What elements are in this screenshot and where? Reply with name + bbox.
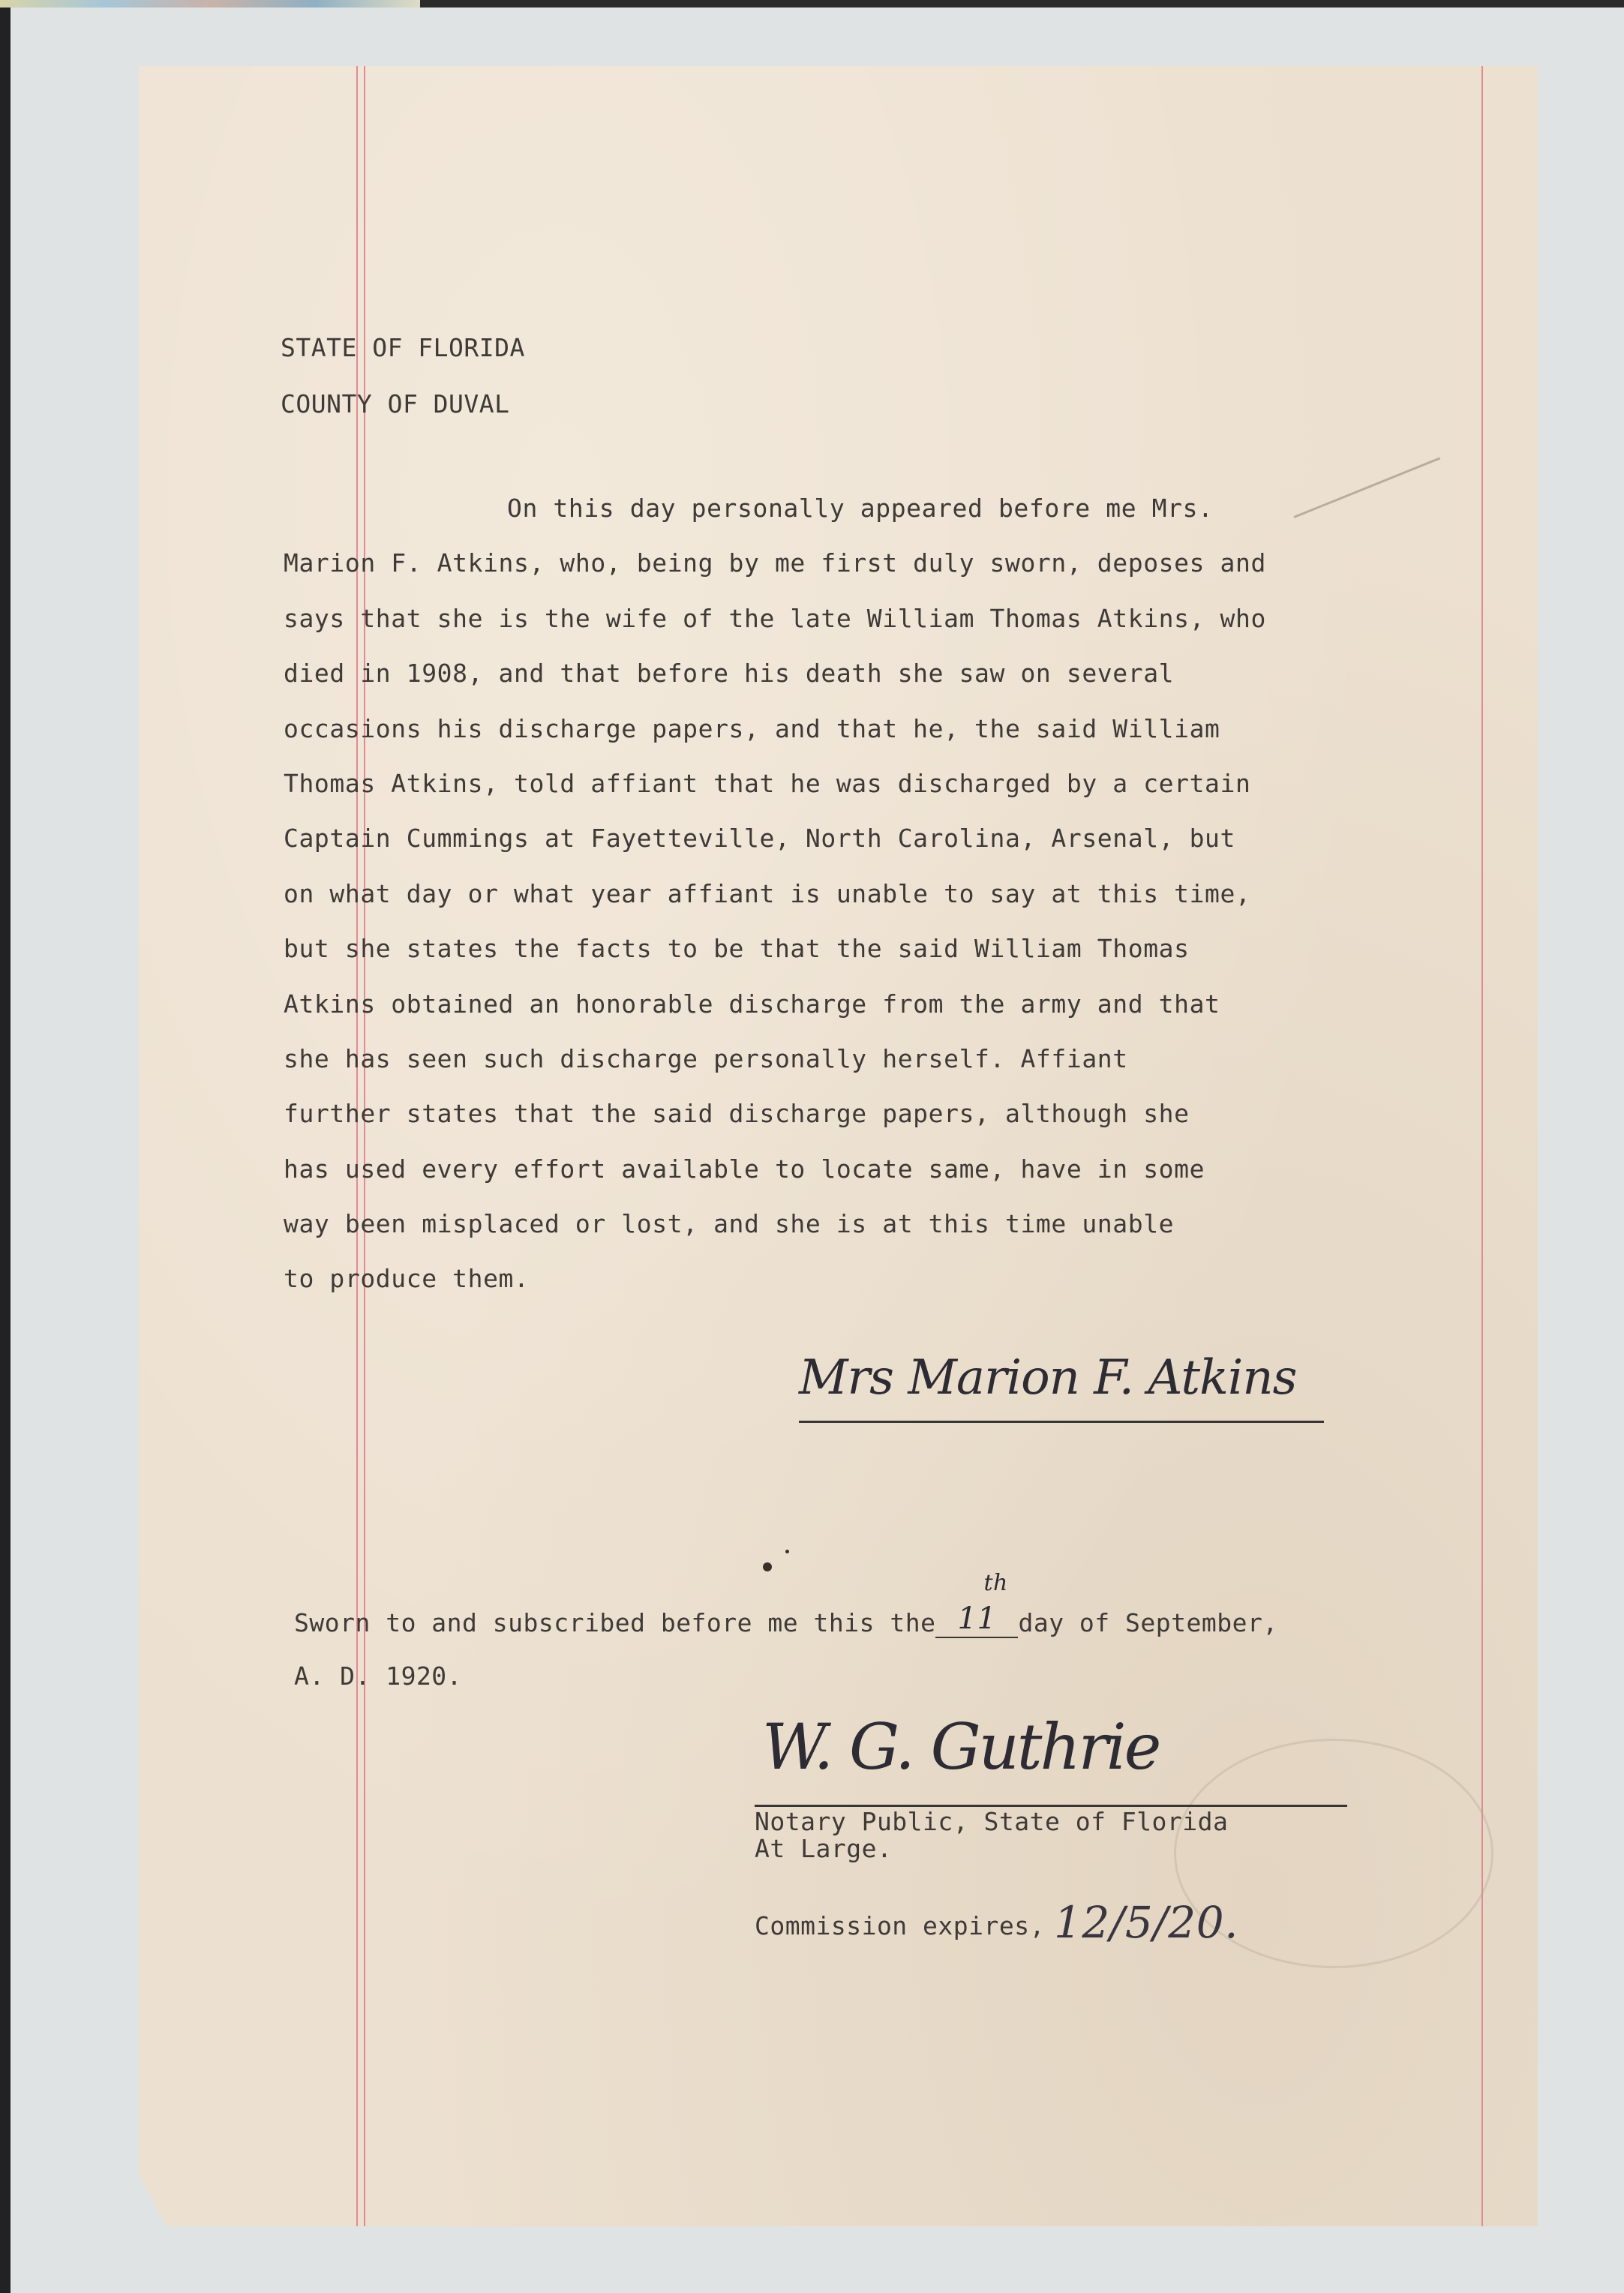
body-line: way been misplaced or lost, and she is at this time unable xyxy=(284,1209,1175,1239)
day-blank xyxy=(935,1570,1018,1638)
affiant-signature-block xyxy=(799,1343,1324,1440)
body-line: to produce them. xyxy=(284,1264,530,1294)
body-line: has used every effort available to locate same, have in some xyxy=(284,1154,1205,1184)
jurat-prefix: Sworn to and subscribed before me this the xyxy=(294,1608,936,1637)
signature-line xyxy=(799,1421,1324,1423)
body-line: Captain Cummings at Fayetteville, North Carolina, Arsenal, but xyxy=(284,824,1235,854)
body-line: On this day personally appeared before me Mrs. xyxy=(507,494,1214,523)
jurat-suffix: day of September, xyxy=(1018,1608,1278,1637)
county-heading: COUNTY OF DUVAL xyxy=(281,389,510,419)
body-line: further states that the said discharge papers, although she xyxy=(284,1099,1190,1129)
notary-title: Notary Public, State of Florida xyxy=(755,1807,1229,1836)
body-line: but she states the facts to be that the said William Thomas xyxy=(284,934,1190,964)
day-suffix-handwritten: th xyxy=(983,1570,1008,1596)
body-line: occasions his discharge papers, and that he, the said William xyxy=(284,713,1220,743)
right-margin-line xyxy=(1481,66,1483,2226)
scan-color-strip xyxy=(0,0,420,8)
affidavit-body xyxy=(284,494,1343,1319)
notary-jurisdiction: At Large. xyxy=(755,1834,893,1863)
body-line: she has seen such discharge personally herself. Affiant xyxy=(284,1043,1128,1073)
body-line: died in 1908, and that before his death she saw on several xyxy=(284,659,1175,689)
commission-date-handwritten: 12/5/20. xyxy=(1054,1897,1239,1948)
body-line: Thomas Atkins, told affiant that he was discharged by a certain xyxy=(284,768,1251,798)
body-line: on what day or what year affiant is unable to say at this time, xyxy=(284,878,1251,908)
ink-speck xyxy=(763,1562,772,1571)
jurat-line xyxy=(294,1570,1278,1638)
notary-block xyxy=(755,1710,1355,1948)
day-handwritten: 11 xyxy=(957,1601,997,1636)
ink-speck xyxy=(785,1550,789,1553)
jurat-year: A. D. 1920. xyxy=(294,1661,463,1691)
commission-label: Commission expires, xyxy=(755,1911,1045,1940)
state-heading: STATE OF FLORIDA xyxy=(281,333,525,362)
affiant-signature: Mrs Marion F. Atkins xyxy=(799,1350,1297,1406)
commission-line xyxy=(755,1897,1239,1948)
notary-signature: W. G. Guthrie xyxy=(762,1710,1160,1784)
body-line: says that she is the wife of the late William Thomas Atkins, who xyxy=(284,603,1266,633)
body-line: Atkins obtained an honorable discharge from the army and that xyxy=(284,989,1220,1019)
body-line: Marion F. Atkins, who, being by me first duly sworn, deposes and xyxy=(284,548,1266,578)
